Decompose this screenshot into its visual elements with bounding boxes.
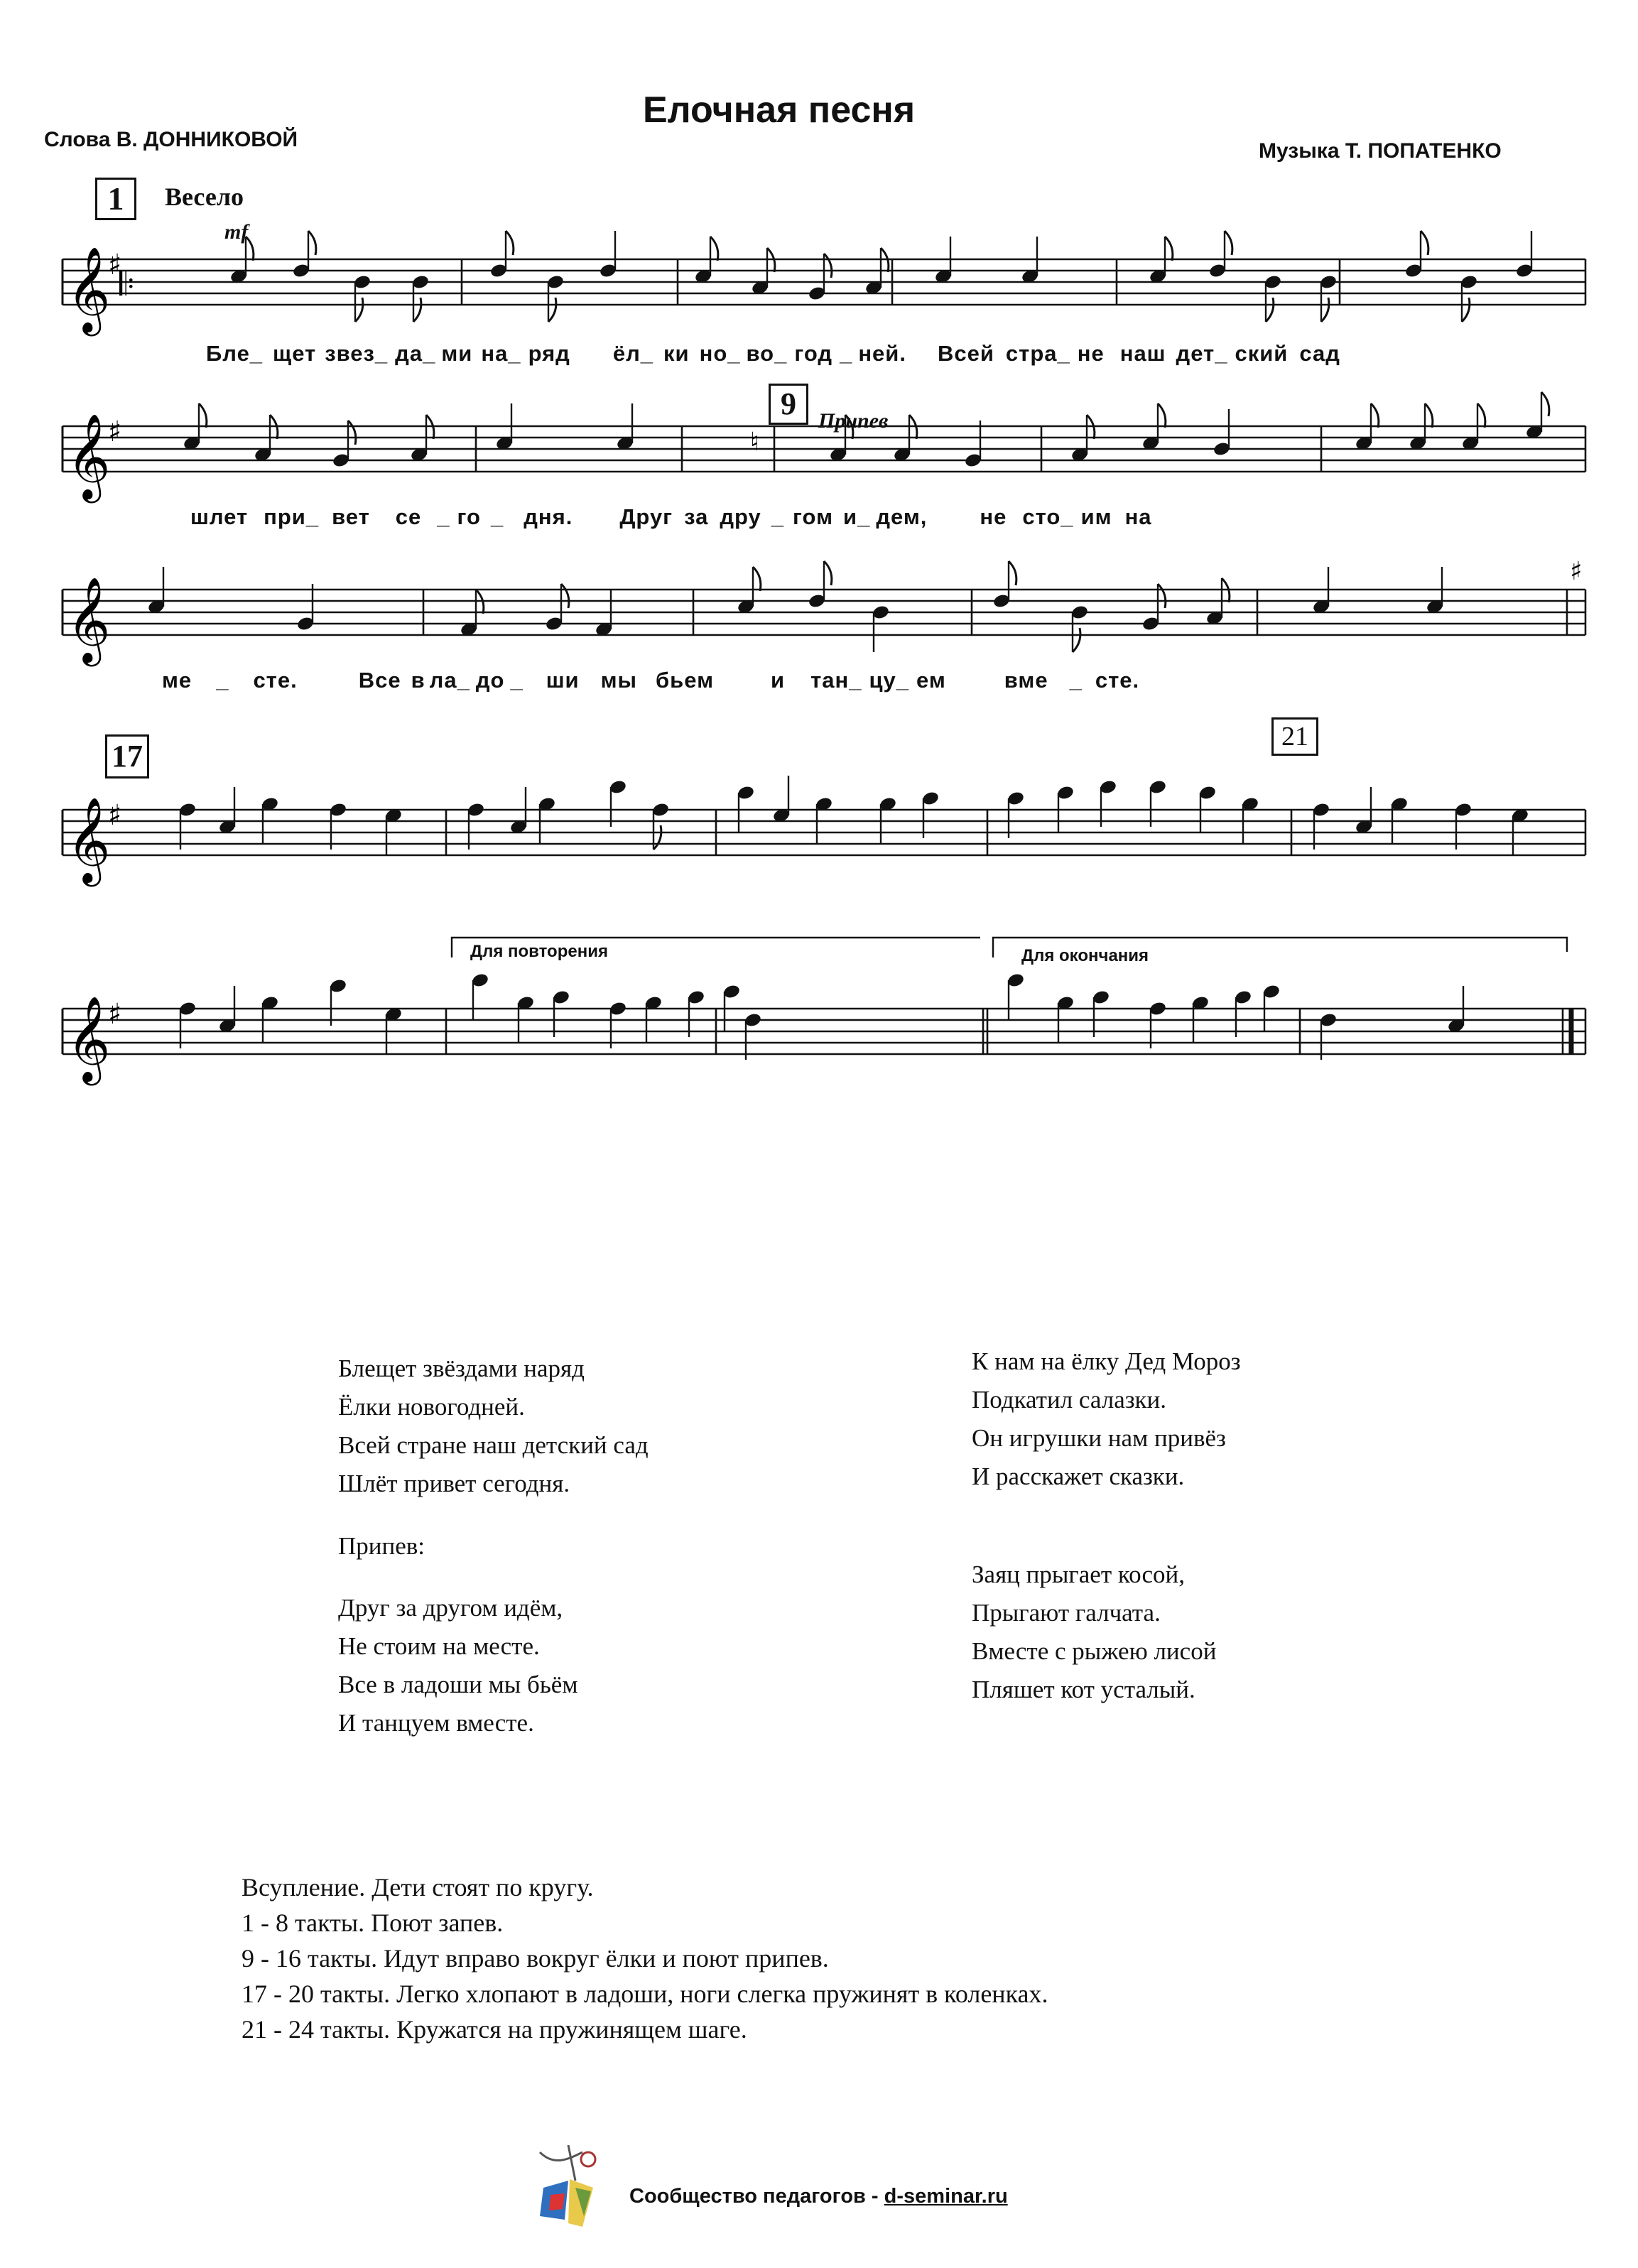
verse-2	[972, 1342, 1241, 1496]
chorus-line: Друг за другом идём,	[338, 1594, 563, 1622]
chorus-text	[338, 1589, 577, 1742]
lyric-syllable: дем,	[876, 504, 928, 529]
instruction-line: Всупление. Дети стоят по кругу.	[242, 1873, 594, 1901]
dynamic-marking: mf	[224, 220, 249, 244]
note-flag	[348, 420, 356, 445]
verse-line: И расскажет сказки.	[972, 1463, 1185, 1490]
note-flag	[561, 584, 569, 608]
note-flag	[1371, 403, 1379, 428]
lyric-syllable: до	[475, 668, 505, 693]
lyrics-line-1	[206, 341, 1340, 367]
verse-1	[338, 1350, 649, 1503]
note-flag	[1158, 403, 1166, 428]
treble-clef-icon: 𝄞	[67, 995, 111, 1082]
lyric-syllable: _	[216, 668, 229, 693]
note-flag	[1421, 231, 1428, 255]
song-title: Елочная песня	[643, 89, 916, 131]
lyric-syllable: и	[771, 668, 786, 693]
key-signature-sharp-icon: ♯	[108, 798, 122, 832]
lyric-syllable: на	[1124, 504, 1152, 529]
note-flag	[308, 231, 316, 255]
note-flag	[413, 298, 421, 322]
repeat-sign-icon: 𝄆	[119, 266, 135, 303]
tempo-marking: Весело	[165, 183, 244, 211]
lyric-syllable: не	[1077, 341, 1105, 366]
note-flag	[1462, 298, 1470, 322]
lyric-syllable: гом	[793, 504, 834, 529]
lyric-syllable: ла_	[429, 668, 470, 693]
lyric-syllable: да_	[395, 341, 436, 366]
sharp-sign-icon: ♯	[1570, 557, 1583, 586]
footer-link[interactable]: d-seminar.ru	[884, 2185, 1008, 2208]
instruction-line: 9 - 16 такты. Идут вправо вокруг ёлки и поют припев.	[242, 1944, 829, 1973]
lyric-syllable: на_	[481, 341, 521, 366]
note-flag	[355, 298, 363, 322]
note-flag	[824, 561, 832, 585]
composer-credit: Музыка Т. ПОПАТЕНКО	[1259, 139, 1502, 163]
volta-repeat-label: Для повторения	[470, 942, 608, 961]
lyric-syllable: цу_	[869, 668, 910, 693]
lyric-syllable: ёл_	[612, 341, 654, 366]
lyric-syllable: _	[437, 504, 450, 529]
note-flag	[824, 254, 832, 278]
natural-sign-icon: ♮	[750, 428, 759, 457]
note-flag	[1425, 403, 1433, 428]
note-flag	[199, 403, 207, 428]
verse-line: Ёлки новогодней.	[338, 1393, 525, 1421]
footer	[629, 2185, 1008, 2208]
note-flag	[1165, 237, 1173, 261]
note-flag	[1009, 561, 1016, 585]
note-flag	[246, 237, 254, 261]
lyric-syllable: вме	[1004, 668, 1048, 693]
note-flag	[1266, 298, 1274, 322]
lyric-syllable: во_	[746, 341, 788, 366]
lyric-syllable: Друг	[619, 504, 673, 529]
lyric-syllable: мы	[600, 668, 638, 693]
lyric-syllable: го	[457, 504, 481, 529]
lyric-syllable: сад	[1299, 341, 1340, 366]
lyric-syllable: ме	[162, 668, 192, 693]
lyric-syllable: ми	[441, 341, 473, 366]
lyric-syllable: звез_	[325, 341, 389, 366]
note-flag	[1477, 403, 1485, 428]
chorus-line: Все в ладоши мы бьём	[338, 1671, 578, 1698]
chorus-line: Не стоим на месте.	[338, 1632, 540, 1660]
lyric-syllable: и_	[843, 504, 871, 529]
lyric-syllable: не	[980, 504, 1007, 529]
lyric-syllable: сто_	[1022, 504, 1074, 529]
lyric-syllable: при_	[264, 504, 320, 529]
chorus-label: Припев:	[338, 1532, 425, 1560]
rehearsal-mark-1: 1	[95, 178, 136, 220]
lyric-syllable: вет	[332, 504, 370, 529]
lyric-syllable: наш	[1119, 341, 1166, 366]
note-flag	[1541, 392, 1549, 416]
rehearsal-mark-21: 21	[1271, 717, 1318, 756]
verse-line: Подкатил салазки.	[972, 1386, 1167, 1414]
lyricist-credit: Слова В. ДОННИКОВОЙ	[44, 128, 298, 151]
note-flag	[710, 237, 718, 261]
key-signature-sharp-icon: ♯	[108, 997, 122, 1031]
lyric-syllable: Всей	[937, 341, 994, 366]
note-flag	[548, 298, 556, 322]
lyric-syllable: но_	[699, 341, 741, 366]
lyric-syllable: ряд	[528, 341, 570, 366]
chorus-label: Припев	[818, 409, 889, 433]
lyric-syllable: им	[1080, 504, 1112, 529]
community-logo-icon	[526, 2138, 611, 2230]
instruction-line: 17 - 20 такты. Легко хлопают в ладоши, ноги слегка пружинят в коленках.	[242, 1980, 1048, 2008]
verse-line: Заяц прыгает косой,	[972, 1561, 1185, 1588]
lyrics-line-3	[162, 668, 1139, 693]
lyric-syllable: _	[490, 504, 504, 529]
lyric-syllable: _	[510, 668, 524, 693]
note-flag	[1225, 231, 1232, 255]
lyric-syllable: ский	[1235, 341, 1289, 366]
key-signature-sharp-icon: ♯	[108, 415, 122, 448]
dance-instructions	[242, 1870, 1048, 2047]
lyric-syllable: ней.	[858, 341, 906, 366]
treble-clef-icon: 𝄞	[67, 413, 111, 499]
instruction-line: 21 - 24 такты. Кружатся на пружинящем шаге.	[242, 2015, 747, 2044]
lyric-syllable: се	[395, 504, 422, 529]
footer-text: Сообщество педагогов -	[629, 2185, 879, 2208]
lyric-syllable: ем	[916, 668, 946, 693]
lyric-syllable: за	[684, 504, 709, 529]
note-flag	[653, 825, 661, 850]
lyric-syllable: тан_	[810, 668, 862, 693]
rehearsal-mark-17: 17	[105, 734, 149, 778]
lyric-syllable: Все	[358, 668, 401, 693]
rehearsal-mark-9: 9	[769, 384, 808, 425]
verse-line: Шлёт привет сегодня.	[338, 1470, 570, 1497]
verse-line: Прыгают галчата.	[972, 1599, 1161, 1627]
chorus-heading	[338, 1527, 425, 1566]
verse-line: Всей стране наш детский сад	[338, 1431, 649, 1459]
note-flag	[1321, 298, 1329, 322]
lyric-syllable: дру	[720, 504, 761, 529]
verse-line: Он игрушки нам привёз	[972, 1424, 1226, 1452]
instruction-line: 1 - 8 такты. Поют запев.	[242, 1909, 504, 1937]
treble-clef-icon: 𝄞	[67, 246, 111, 332]
verse-line: Вместе с рыжею лисой	[972, 1637, 1217, 1665]
lyric-syllable: щет	[273, 341, 317, 366]
lyric-syllable: сте.	[253, 668, 298, 693]
lyric-syllable: шлет	[190, 504, 249, 529]
chorus-line: И танцуем вместе.	[338, 1709, 534, 1737]
lyric-syllable: год	[794, 341, 833, 366]
lyric-syllable: ки	[663, 341, 690, 366]
note-flag	[506, 231, 514, 255]
lyrics-line-2	[190, 504, 1152, 530]
lyric-syllable: _	[1069, 668, 1083, 693]
lyric-syllable: _	[840, 341, 853, 366]
verse-3	[972, 1556, 1216, 1709]
lyric-syllable: дня.	[524, 504, 573, 529]
lyric-syllable: сте.	[1095, 668, 1140, 693]
verse-line: К нам на ёлку Дед Мороз	[972, 1347, 1241, 1375]
lyric-syllable: в	[411, 668, 425, 693]
treble-clef-icon: 𝄞	[67, 796, 111, 883]
treble-clef-icon: 𝄞	[67, 576, 111, 663]
lyric-syllable: бьем	[656, 668, 715, 693]
lyric-syllable: _	[771, 504, 785, 529]
note-flag	[1158, 584, 1166, 608]
verse-line: Блещет звёздами наряд	[338, 1355, 585, 1382]
lyric-syllable: стра_	[1005, 341, 1070, 366]
verse-line: Пляшет кот усталый.	[972, 1676, 1195, 1703]
key-signature-sharp-icon: ♯	[108, 248, 122, 281]
volta-end-label: Для окончания	[1021, 946, 1149, 965]
lyric-syllable: ши	[546, 668, 580, 693]
lyric-syllable: дет_	[1176, 341, 1228, 366]
note-flag	[1073, 628, 1080, 652]
lyric-syllable: Бле_	[206, 341, 264, 366]
note-flag	[753, 567, 761, 591]
